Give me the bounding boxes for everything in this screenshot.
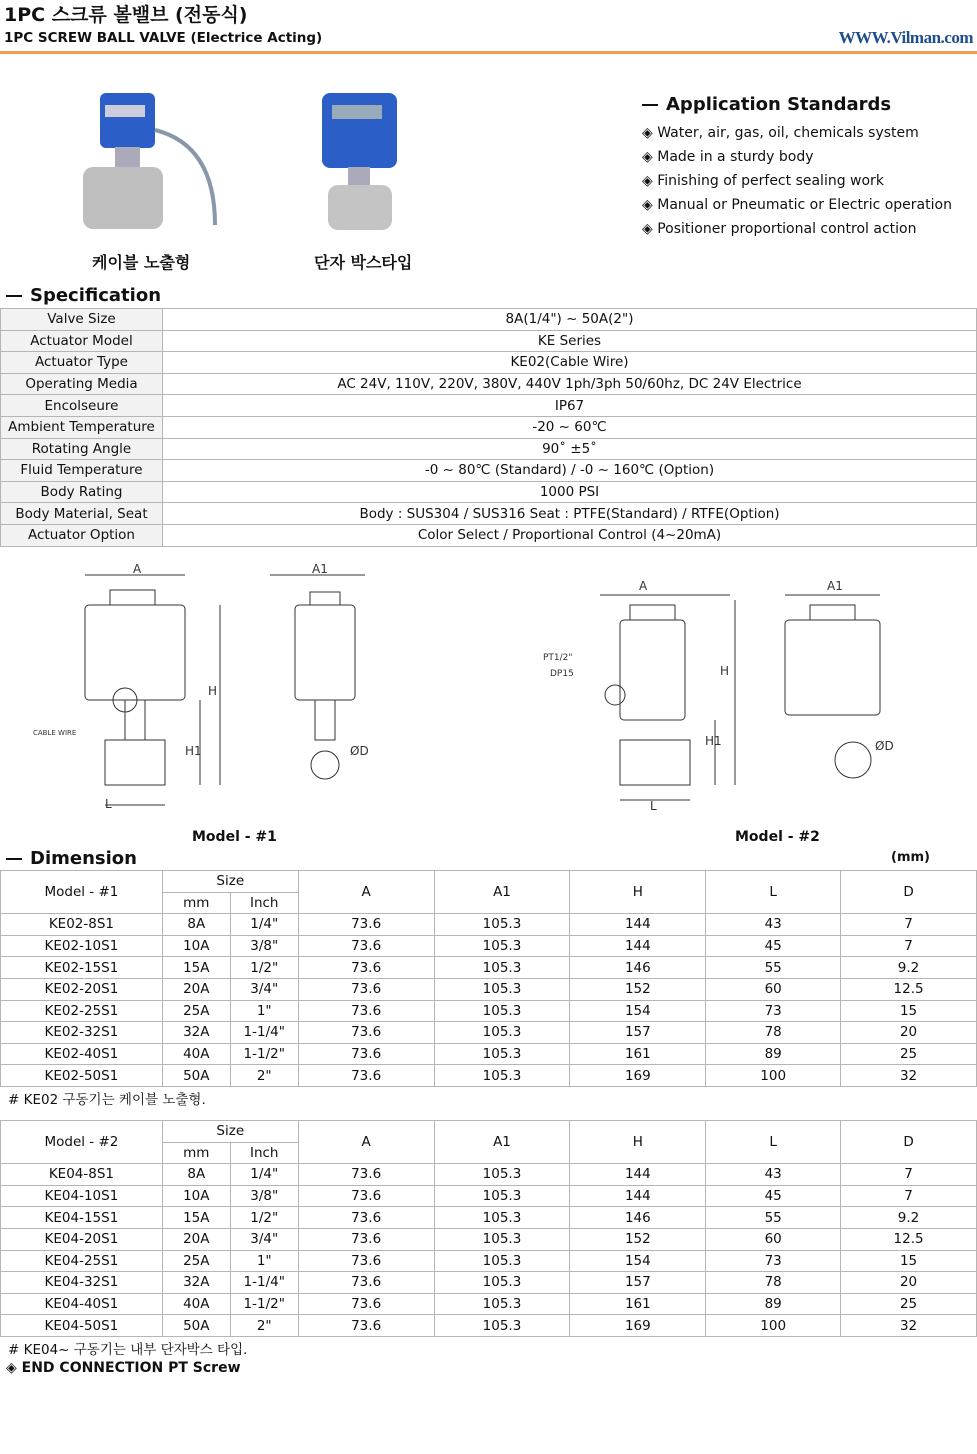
application-item-text: Manual or Pneumatic or Electric operation (657, 197, 952, 213)
table-cell: 105.3 (434, 1250, 570, 1272)
spec-key: Actuator Option (1, 524, 163, 546)
table-cell: 20 (841, 1272, 977, 1294)
table-cell: 100 (706, 1315, 841, 1337)
table-cell: 89 (706, 1293, 841, 1315)
spec-row (1, 460, 977, 482)
header-a: A (298, 871, 434, 914)
table-cell: 1/2" (230, 957, 298, 979)
title-english: 1PC SCREW BALL VALVE (Electrice Acting) (4, 30, 323, 46)
spec-key: Encolseure (1, 395, 163, 417)
spec-row (1, 373, 977, 395)
header-mm: mm (162, 892, 230, 914)
table-cell: 154 (570, 1000, 706, 1022)
application-title: Application Standards (666, 94, 892, 115)
table-cell: 1" (230, 1000, 298, 1022)
table-cell: KE04-32S1 (1, 1272, 163, 1294)
table-cell: KE04-8S1 (1, 1164, 163, 1186)
spec-key: Operating Media (1, 373, 163, 395)
table-cell: 3/8" (230, 1185, 298, 1207)
table-row (1, 978, 977, 1000)
spec-key: Body Rating (1, 481, 163, 503)
website-link[interactable]: WWW.Vilman.com (838, 28, 973, 47)
table-cell: 105.3 (434, 957, 570, 979)
spec-value: KE02(Cable Wire) (163, 352, 977, 374)
header-model: Model - #2 (1, 1121, 163, 1164)
table-cell: 105.3 (434, 1272, 570, 1294)
table-cell: 12.5 (841, 978, 977, 1000)
table-cell: 20A (162, 1228, 230, 1250)
table-cell: 105.3 (434, 914, 570, 936)
table-cell: 78 (706, 1022, 841, 1044)
table-cell: 1-1/2" (230, 1293, 298, 1315)
title-korean: 1PC 스크류 볼밸브 (전동식) (4, 4, 248, 26)
header-a: A (298, 1121, 434, 1164)
model-1-label: Model - #1 (192, 829, 277, 845)
header-h: H (570, 1121, 706, 1164)
table-cell: 7 (841, 1185, 977, 1207)
table-cell: 10A (162, 1185, 230, 1207)
spec-value: IP67 (163, 395, 977, 417)
table-cell: 73 (706, 1250, 841, 1272)
table-cell: 15A (162, 957, 230, 979)
table-cell: 105.3 (434, 1315, 570, 1337)
application-item (642, 149, 952, 173)
table-cell: 15 (841, 1250, 977, 1272)
spec-row (1, 416, 977, 438)
spec-value: Color Select / Proportional Control (4~20mA) (163, 524, 977, 546)
table-cell: 169 (570, 1065, 706, 1087)
table-note: # KE02 구동기는 케이블 노출형. (8, 1092, 206, 1108)
table-cell: 43 (706, 914, 841, 936)
label-l: L (105, 797, 112, 811)
table-cell: 8A (162, 914, 230, 936)
table-cell: KE02-20S1 (1, 978, 163, 1000)
table-cell: 12.5 (841, 1228, 977, 1250)
label-cable-wire: CABLE WIRE (33, 729, 77, 737)
table-cell: 157 (570, 1022, 706, 1044)
table-cell: 105.3 (434, 1164, 570, 1186)
spec-row (1, 438, 977, 460)
table-row (1, 914, 977, 936)
table-cell: 105.3 (434, 1000, 570, 1022)
spec-key: Body Material, Seat (1, 503, 163, 525)
section-heading (6, 848, 137, 869)
label-dp: DP15 (550, 669, 574, 679)
table-cell: 43 (706, 1164, 841, 1186)
spec-value: 1000 PSI (163, 481, 977, 503)
table-cell: 157 (570, 1272, 706, 1294)
table-cell: 1" (230, 1250, 298, 1272)
table-cell: 73.6 (298, 1228, 434, 1250)
table-cell: KE02-8S1 (1, 914, 163, 936)
table-row (1, 1315, 977, 1337)
table-cell: 105.3 (434, 1065, 570, 1087)
application-item (642, 125, 952, 149)
table-cell: 7 (841, 1164, 977, 1186)
table-cell: 73 (706, 1000, 841, 1022)
section-heading (6, 285, 161, 306)
table-cell: 20 (841, 1022, 977, 1044)
table-cell: 8A (162, 1164, 230, 1186)
diamond-bullet-icon: ◈ (642, 173, 653, 189)
table-cell: 7 (841, 914, 977, 936)
spec-key: Actuator Type (1, 352, 163, 374)
table-cell: 32 (841, 1065, 977, 1087)
table-cell: 105.3 (434, 1043, 570, 1065)
table-cell: KE02-15S1 (1, 957, 163, 979)
table-cell: 161 (570, 1293, 706, 1315)
table-row (1, 1043, 977, 1065)
label-a: A (639, 579, 648, 593)
header-d: D (841, 1121, 977, 1164)
table-cell: 73.6 (298, 957, 434, 979)
table-row (1, 1293, 977, 1315)
dimension-drawing-model-1 (30, 560, 380, 820)
application-standards (642, 94, 952, 245)
table-row (1, 1164, 977, 1186)
table-row (1, 1065, 977, 1087)
table-cell: 60 (706, 1228, 841, 1250)
spec-value: KE Series (163, 330, 977, 352)
application-item-text: Water, air, gas, oil, chemicals system (657, 125, 919, 141)
table-note: # KE04~ 구동기는 내부 단자박스 타입. (8, 1342, 248, 1358)
label-h1: H1 (185, 744, 202, 758)
table-cell: KE02-10S1 (1, 935, 163, 957)
table-cell: 146 (570, 957, 706, 979)
table-cell: 152 (570, 1228, 706, 1250)
table-cell: 32A (162, 1272, 230, 1294)
table-row (1, 1250, 977, 1272)
table-cell: 105.3 (434, 1207, 570, 1229)
spec-row (1, 330, 977, 352)
table-cell: 73.6 (298, 1293, 434, 1315)
dimension-table-model-2 (0, 1120, 977, 1337)
table-cell: 25A (162, 1250, 230, 1272)
header-inch: Inch (230, 892, 298, 914)
table-cell: 73.6 (298, 1250, 434, 1272)
table-cell: 144 (570, 935, 706, 957)
header-row (1, 871, 977, 893)
application-item-text: Finishing of perfect sealing work (657, 173, 884, 189)
table-cell: 45 (706, 935, 841, 957)
table-cell: 20A (162, 978, 230, 1000)
product-image-cable-type (75, 85, 225, 235)
header-l: L (706, 871, 841, 914)
table-cell: 154 (570, 1250, 706, 1272)
header-l: L (706, 1121, 841, 1164)
table-cell: 9.2 (841, 957, 977, 979)
header-model: Model - #1 (1, 871, 163, 914)
table-cell: KE02-32S1 (1, 1022, 163, 1044)
spec-value: -0 ~ 80℃ (Standard) / -0 ~ 160℃ (Option) (163, 460, 977, 482)
table-row (1, 1228, 977, 1250)
label-a1: A1 (312, 562, 328, 576)
table-cell: KE02-25S1 (1, 1000, 163, 1022)
table-cell: 1-1/4" (230, 1022, 298, 1044)
product-caption: 단자 박스타입 (314, 253, 413, 272)
label-a1: A1 (827, 579, 843, 593)
table-cell: 55 (706, 1207, 841, 1229)
table-cell: 1-1/2" (230, 1043, 298, 1065)
label-pt: PT1/2" (543, 653, 573, 663)
header-row (1, 1121, 977, 1143)
header-d: D (841, 871, 977, 914)
table-cell: 73.6 (298, 1164, 434, 1186)
table-cell: 100 (706, 1065, 841, 1087)
table-cell: 89 (706, 1043, 841, 1065)
application-item-text: Made in a sturdy body (657, 149, 814, 165)
label-h1: H1 (705, 734, 722, 748)
product-image-terminal-box-type (310, 85, 420, 235)
spec-row (1, 395, 977, 417)
specification-title: Specification (30, 285, 162, 306)
table-cell: 15A (162, 1207, 230, 1229)
header-h: H (570, 871, 706, 914)
spec-value: Body : SUS304 / SUS316 Seat : PTFE(Standard) / RTFE(Option) (163, 503, 977, 525)
product-caption: 케이블 노출형 (92, 253, 191, 272)
label-d: ØD (350, 744, 369, 758)
spec-key: Valve Size (1, 309, 163, 331)
spec-key: Ambient Temperature (1, 416, 163, 438)
table-row (1, 1022, 977, 1044)
table-cell: 144 (570, 914, 706, 936)
table-cell: KE02-50S1 (1, 1065, 163, 1087)
table-cell: 25 (841, 1293, 977, 1315)
label-h: H (208, 684, 218, 698)
table-cell: KE04-10S1 (1, 1185, 163, 1207)
table-cell: 55 (706, 957, 841, 979)
spec-key: Rotating Angle (1, 438, 163, 460)
table-cell: 73.6 (298, 1207, 434, 1229)
spec-key: Fluid Temperature (1, 460, 163, 482)
application-item (642, 197, 952, 221)
table-cell: 169 (570, 1315, 706, 1337)
table-cell: 73.6 (298, 978, 434, 1000)
table-cell: 73.6 (298, 1272, 434, 1294)
spec-value: AC 24V, 110V, 220V, 380V, 440V 1ph/3ph 50/60hz, DC 24V Electrice (163, 373, 977, 395)
table-cell: 73.6 (298, 1000, 434, 1022)
spec-row (1, 481, 977, 503)
diamond-bullet-icon: ◈ (642, 149, 653, 165)
table-cell: 73.6 (298, 1043, 434, 1065)
specification-table (0, 308, 977, 547)
model-2-label: Model - #2 (735, 829, 820, 845)
spec-value: 8A(1/4") ~ 50A(2") (163, 309, 977, 331)
label-d: ØD (875, 739, 894, 753)
application-item (642, 173, 952, 197)
table-cell: 73.6 (298, 1022, 434, 1044)
table-cell: 105.3 (434, 978, 570, 1000)
label-a: A (133, 562, 142, 576)
table-row (1, 1272, 977, 1294)
spec-row (1, 352, 977, 374)
diamond-bullet-icon: ◈ (642, 221, 653, 237)
table-cell: 40A (162, 1043, 230, 1065)
application-item-text: Positioner proportional control action (657, 221, 917, 237)
table-cell: 25 (841, 1043, 977, 1065)
table-cell: KE04-50S1 (1, 1315, 163, 1337)
application-item (642, 221, 952, 245)
table-cell: 50A (162, 1315, 230, 1337)
table-cell: KE04-15S1 (1, 1207, 163, 1229)
table-cell: 2" (230, 1065, 298, 1087)
table-row (1, 1000, 977, 1022)
header-inch: Inch (230, 1142, 298, 1164)
table-cell: 15 (841, 1000, 977, 1022)
diamond-bullet-icon: ◈ (642, 125, 653, 141)
label-l: L (650, 799, 657, 813)
diamond-bullet-icon: ◈ (642, 197, 653, 213)
header-a1: A1 (434, 871, 570, 914)
table-row (1, 1207, 977, 1229)
table-cell: 32A (162, 1022, 230, 1044)
table-cell: KE04-20S1 (1, 1228, 163, 1250)
table-cell: KE04-40S1 (1, 1293, 163, 1315)
table-cell: 161 (570, 1043, 706, 1065)
table-cell: 73.6 (298, 1185, 434, 1207)
spec-key: Actuator Model (1, 330, 163, 352)
table-cell: 73.6 (298, 1065, 434, 1087)
table-cell: 73.6 (298, 935, 434, 957)
table-cell: KE02-40S1 (1, 1043, 163, 1065)
spec-row (1, 524, 977, 546)
header-divider (0, 51, 977, 54)
table-cell: 105.3 (434, 1293, 570, 1315)
table-cell: 60 (706, 978, 841, 1000)
spec-row (1, 309, 977, 331)
header-mm: mm (162, 1142, 230, 1164)
table-cell: 146 (570, 1207, 706, 1229)
table-cell: 78 (706, 1272, 841, 1294)
table-cell: 3/4" (230, 978, 298, 1000)
dimension-table-model-1 (0, 870, 977, 1087)
table-cell: 105.3 (434, 935, 570, 957)
table-cell: 9.2 (841, 1207, 977, 1229)
table-cell: 25A (162, 1000, 230, 1022)
header-size: Size (162, 871, 298, 893)
table-cell: 1/4" (230, 1164, 298, 1186)
unit-label: (mm) (891, 850, 930, 865)
table-cell: 2" (230, 1315, 298, 1337)
spec-value: 90˚ ±5˚ (163, 438, 977, 460)
table-cell: 144 (570, 1185, 706, 1207)
table-row (1, 935, 977, 957)
dimension-drawing-model-2 (535, 570, 915, 820)
table-cell: 1-1/4" (230, 1272, 298, 1294)
table-cell: 1/4" (230, 914, 298, 936)
label-h: H (720, 664, 730, 678)
header-a1: A1 (434, 1121, 570, 1164)
spec-row (1, 503, 977, 525)
table-cell: 1/2" (230, 1207, 298, 1229)
end-connection: ◈ END CONNECTION PT Screw (6, 1360, 241, 1376)
table-cell: KE04-25S1 (1, 1250, 163, 1272)
header-size: Size (162, 1121, 298, 1143)
table-row (1, 1185, 977, 1207)
table-cell: 73.6 (298, 1315, 434, 1337)
table-cell: 105.3 (434, 1022, 570, 1044)
table-row (1, 957, 977, 979)
table-cell: 144 (570, 1164, 706, 1186)
spec-value: -20 ~ 60℃ (163, 416, 977, 438)
table-cell: 152 (570, 978, 706, 1000)
table-cell: 105.3 (434, 1185, 570, 1207)
table-cell: 10A (162, 935, 230, 957)
table-cell: 3/8" (230, 935, 298, 957)
table-cell: 3/4" (230, 1228, 298, 1250)
table-cell: 45 (706, 1185, 841, 1207)
table-cell: 32 (841, 1315, 977, 1337)
table-cell: 40A (162, 1293, 230, 1315)
table-cell: 105.3 (434, 1228, 570, 1250)
table-cell: 7 (841, 935, 977, 957)
table-cell: 50A (162, 1065, 230, 1087)
dimension-title: Dimension (30, 848, 137, 869)
table-cell: 73.6 (298, 914, 434, 936)
